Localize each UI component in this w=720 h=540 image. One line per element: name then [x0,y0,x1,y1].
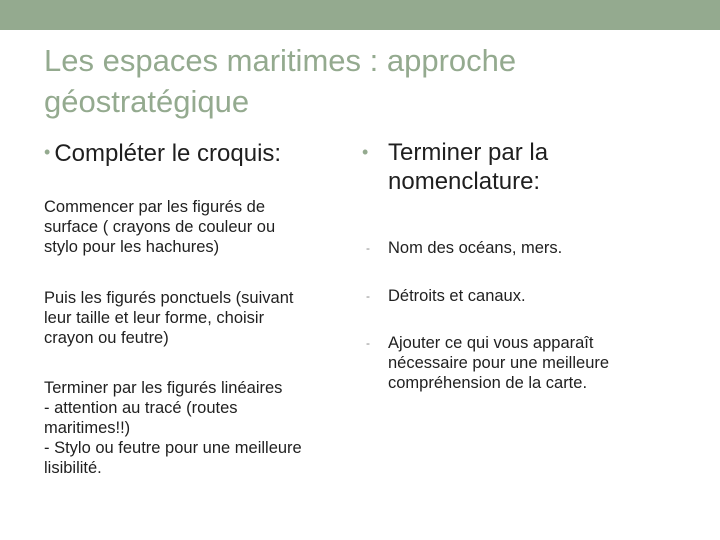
right-heading-text: Terminer par la nomenclature: [388,139,549,195]
left-paragraph-3: Terminer par les figurés linéaires - attention au tracé (routes maritimes!!) - Stylo ou feutre pour une meilleure lisibilité. [44,379,302,477]
nomenclature-item-text: Nom des océans, mers. [388,239,563,257]
bullet-icon: • [362,142,369,162]
dash-icon: - [366,336,370,350]
slide-title: Les espaces maritimes : approche géostratégique [44,43,517,119]
right-heading [362,138,662,196]
top-accent-bar [0,0,720,30]
right-column [362,138,662,196]
left-paragraph-1: Commencer par les figurés de surface ( crayons de couleur ou stylo pour les hachures) [44,198,276,256]
dash-icon: - [366,289,370,303]
bullet-icon: • [44,142,51,162]
left-heading-text: Compléter le croquis: [54,140,282,167]
left-column [44,138,354,168]
left-paragraph-2: Puis les figurés ponctuels (suivant leur taille et leur forme, choisir crayon ou feutre) [44,289,294,347]
nomenclature-item-text: Ajouter ce qui vous apparaît nécessaire pour une meilleure compréhension de la carte. [388,334,610,392]
dash-icon: - [366,241,370,255]
nomenclature-item-text: Détroits et canaux. [388,287,526,305]
left-heading [44,138,354,168]
